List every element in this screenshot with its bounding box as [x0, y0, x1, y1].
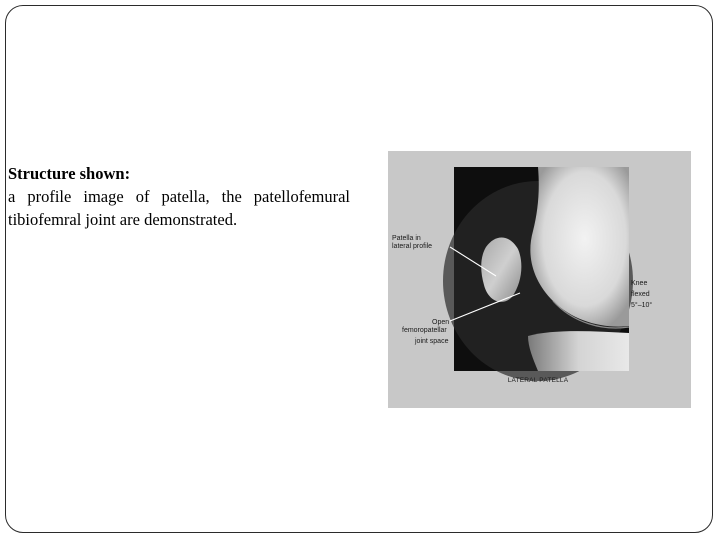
- label-knee-line2: flexed: [631, 291, 650, 298]
- label-joint-line2: femoropatellar: [402, 327, 447, 334]
- xray-illustration: [388, 151, 691, 408]
- label-joint-line3: joint space: [415, 338, 449, 345]
- label-patella-line1: Patella in: [392, 235, 421, 242]
- slide-body-text: a profile image of patella, the patellofemural tibiofemral joint are demonstrated.: [8, 187, 350, 229]
- text-block: [8, 162, 350, 231]
- label-knee-line3: 5°–10°: [631, 302, 653, 309]
- label-joint-line1: Open: [432, 319, 450, 326]
- label-patella-line2: lateral profile: [392, 243, 433, 250]
- label-knee-line1: Knee: [631, 280, 648, 287]
- figure-caption: LATERAL PATELLA: [507, 377, 569, 384]
- tibia-bone: [528, 331, 629, 371]
- slide-heading: Structure shown:: [8, 164, 131, 183]
- xray-figure: [388, 151, 691, 408]
